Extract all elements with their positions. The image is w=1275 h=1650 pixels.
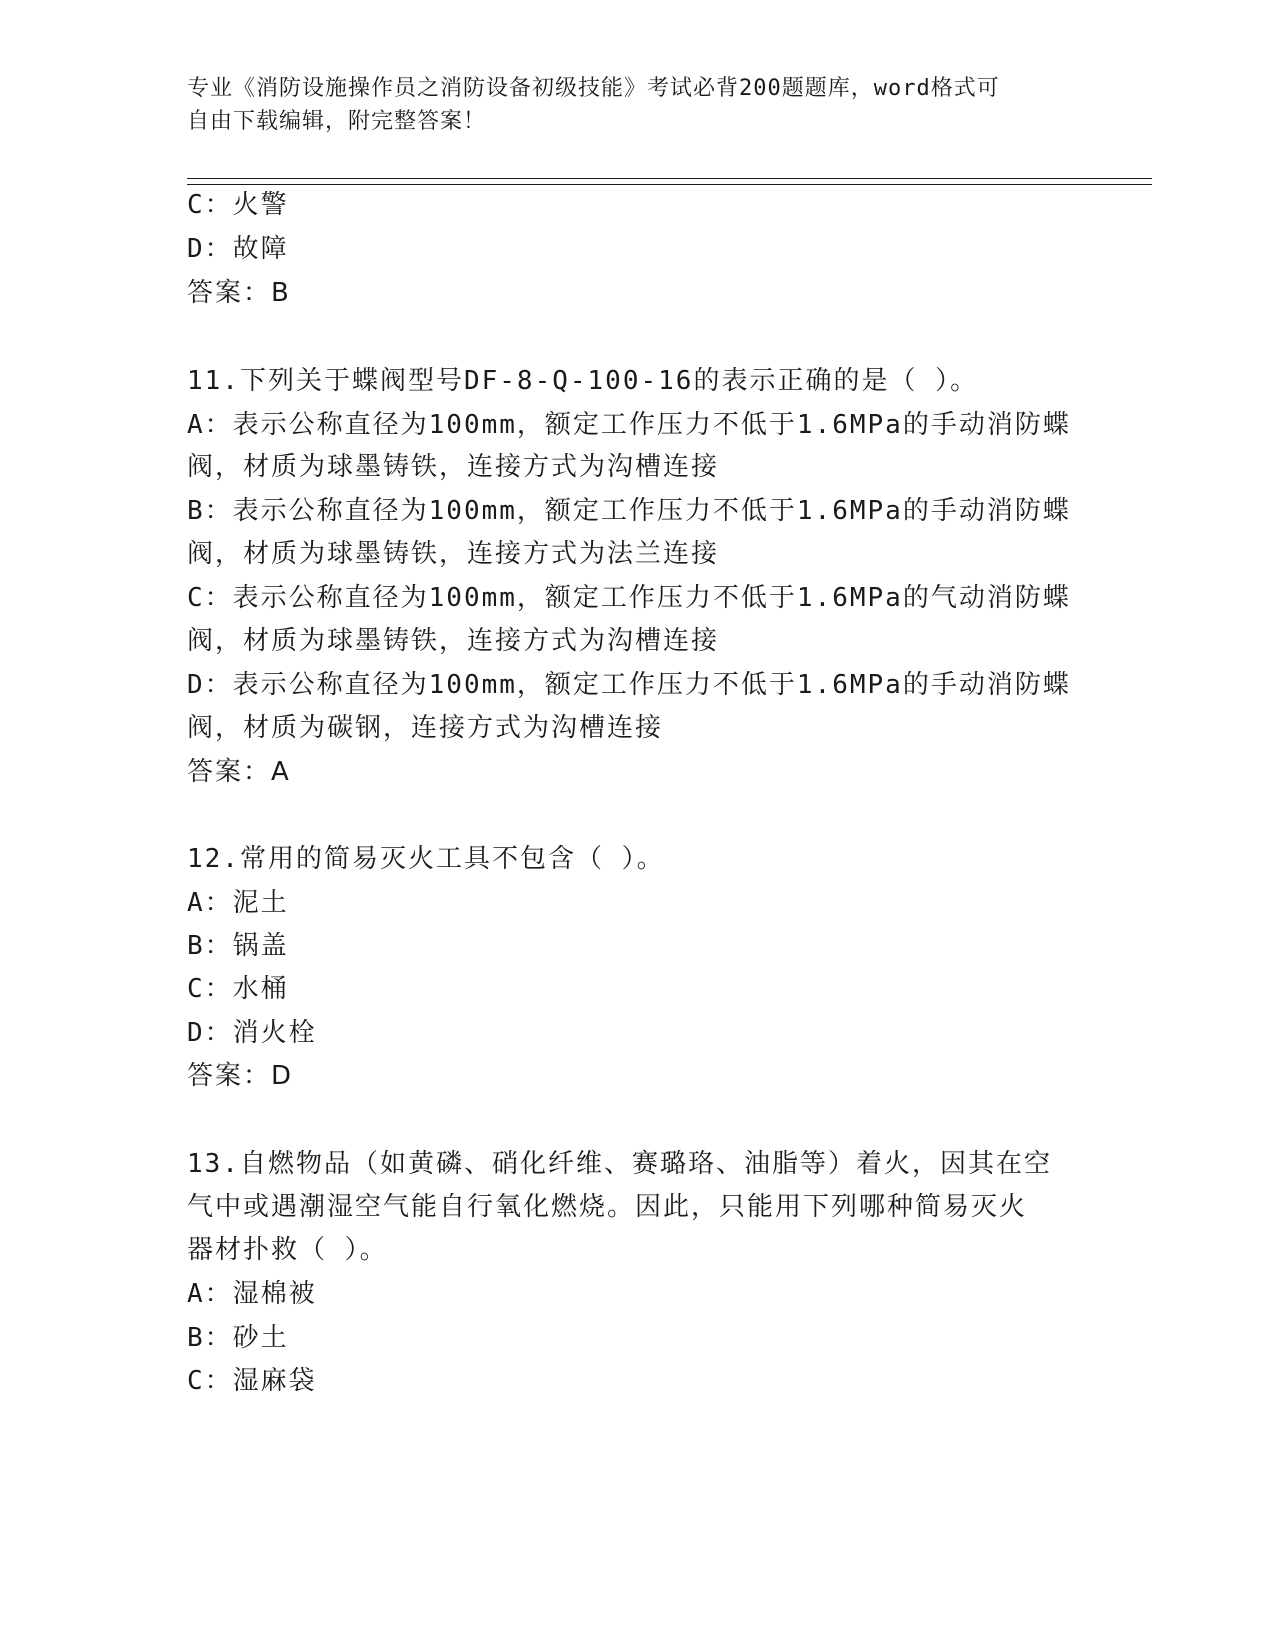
q13-stem-line-1: 13.自燃物品（如黄磷、硝化纤维、赛璐珞、油脂等）着火，因其在空 xyxy=(187,1149,1052,1179)
document-header xyxy=(187,72,1067,138)
q11-option-a-line-2: 阀，材质为球墨铸铁，连接方式为沟槽连接 xyxy=(187,452,720,482)
q11-answer: 答案：A xyxy=(187,757,291,787)
q11-option-a-line-1: A：表示公称直径为100mm，额定工作压力不低于1.6MPa的手动消防蝶 xyxy=(187,410,1071,440)
q13-stem-line-2: 气中或遇潮湿空气能自行氧化燃烧。因此，只能用下列哪种简易灭火 xyxy=(187,1192,1028,1222)
q11-option-d-line-2: 阀，材质为碳钢，连接方式为沟槽连接 xyxy=(187,713,664,743)
header-line-1: 专业《消防设施操作员之消防设备初级技能》考试必背200题题库，word格式可 xyxy=(187,76,1000,101)
q11-option-b-line-1: B：表示公称直径为100mm，额定工作压力不低于1.6MPa的手动消防蝶 xyxy=(187,496,1071,526)
q10-option-d: D：故障 xyxy=(187,234,289,264)
q12-option-a: A：泥土 xyxy=(187,888,289,918)
q11-option-c-line-1: C：表示公称直径为100mm，额定工作压力不低于1.6MPa的气动消防蝶 xyxy=(187,583,1071,613)
q12-option-d: D：消火栓 xyxy=(187,1018,317,1048)
q13-option-c: C：湿麻袋 xyxy=(187,1366,317,1396)
q12-option-c: C：水桶 xyxy=(187,974,289,1004)
q12-option-b: B：锅盖 xyxy=(187,931,289,961)
q10-option-c: C：火警 xyxy=(187,190,289,220)
q12-stem: 12.常用的简易灭火工具不包含（ ）。 xyxy=(187,844,665,874)
q10-answer: 答案：B xyxy=(187,278,291,308)
q11-option-b-line-2: 阀，材质为球墨铸铁，连接方式为法兰连接 xyxy=(187,539,720,569)
q12-answer: 答案：D xyxy=(187,1061,294,1091)
header-line-2: 自由下载编辑，附完整答案！ xyxy=(187,109,487,134)
q13-option-b: B：砂土 xyxy=(187,1323,289,1353)
q13-stem-line-3: 器材扑救（ ）。 xyxy=(187,1235,388,1265)
header-double-rule xyxy=(187,178,1152,185)
q13-option-a: A：湿棉被 xyxy=(187,1279,317,1309)
q11-option-d-line-1: D：表示公称直径为100mm，额定工作压力不低于1.6MPa的手动消防蝶 xyxy=(187,670,1071,700)
q11-option-c-line-2: 阀，材质为球墨铸铁，连接方式为沟槽连接 xyxy=(187,626,720,656)
q11-stem: 11.下列关于蝶阀型号DF-8-Q-100-16的表示正确的是（ ）。 xyxy=(187,366,979,396)
